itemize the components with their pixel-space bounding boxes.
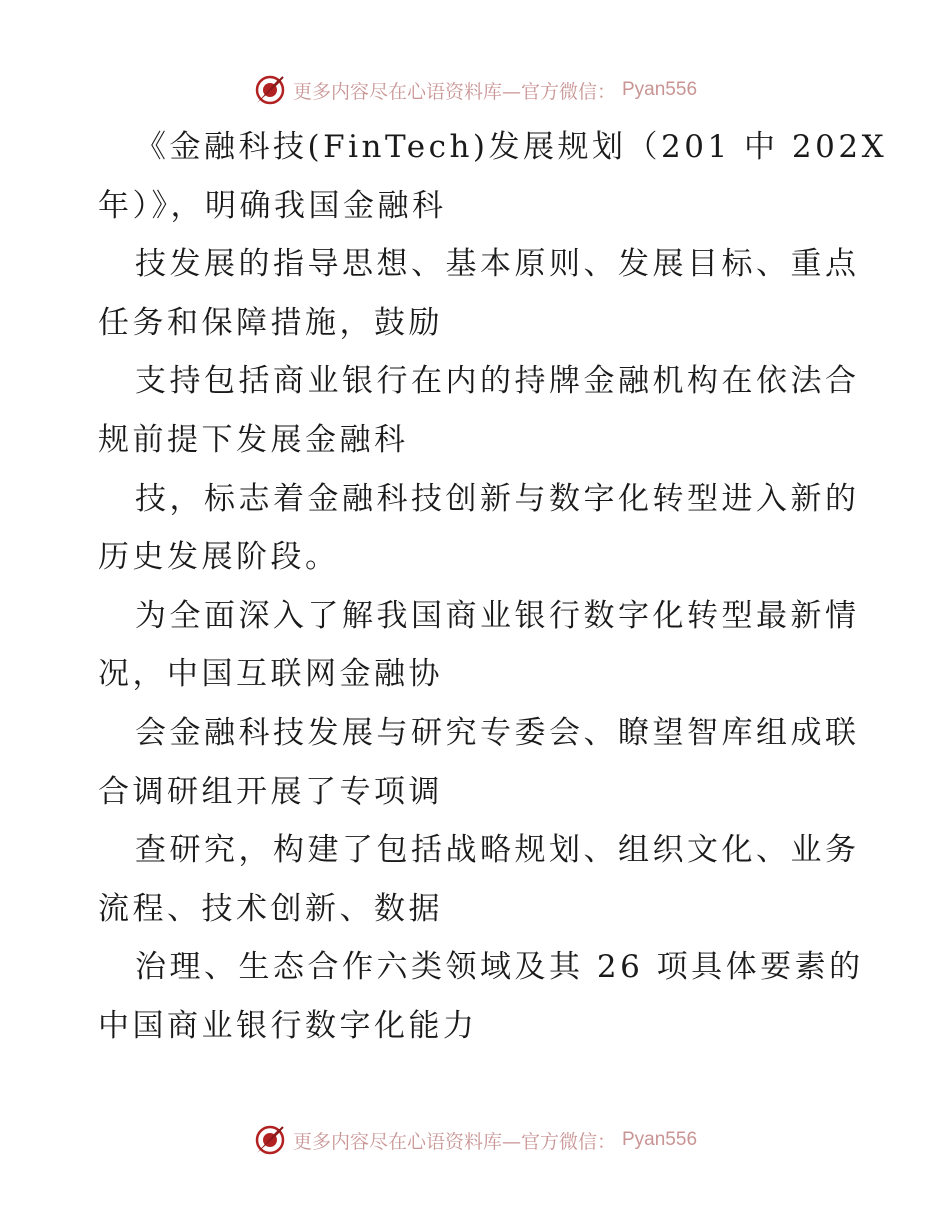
watermark-footer: [0, 1120, 950, 1160]
quill-pen-circle-icon: [253, 1123, 287, 1157]
watermark-text: 更多内容尽在心语资料库—官方微信：: [292, 80, 616, 103]
quill-pen-circle-icon: [253, 73, 287, 107]
paragraph-line: 技发展的指导思想、基本原则、发展目标、重点: [135, 246, 860, 283]
paragraph-line: 技，标志着金融科技创新与数字化转型进入新的: [135, 480, 860, 517]
paragraph-line: 《金融科技(FinTech)发展规划（201 中 202X: [135, 129, 888, 165]
paragraph-line: 规前提下发展金融科: [98, 421, 409, 458]
paragraph-line: 会金融科技发展与研究专委会、瞭望智库组成联: [135, 714, 860, 751]
paragraph-line: 支持包括商业银行在内的持牌金融机构在依法合: [135, 363, 860, 400]
paragraph-line: 中国商业银行数字化能力: [98, 1007, 478, 1044]
paragraph-line: 为全面深入了解我国商业银行数字化转型最新情: [135, 597, 860, 634]
paragraph-line: 流程、技术创新、数据: [98, 890, 443, 927]
watermark-wechat-id: Pyan556: [622, 1129, 698, 1150]
paragraph-line: 合调研组开展了专项调: [98, 773, 443, 810]
watermark-text: 更多内容尽在心语资料库—官方微信：: [292, 1130, 616, 1153]
paragraph-line: 任务和保障措施，鼓励: [98, 304, 443, 341]
document-body: [98, 118, 888, 1056]
paragraph-line: 治理、生态合作六类领域及其 26 项具体要素的: [135, 949, 864, 986]
paragraph-line: 况，中国互联网金融协: [98, 656, 443, 693]
paragraph-line: 年）》，明确我国金融科: [98, 187, 447, 224]
paragraph-line: 历史发展阶段。: [98, 539, 340, 576]
watermark-wechat-id: Pyan556: [622, 79, 698, 100]
watermark-header: [0, 70, 950, 110]
paragraph-line: 查研究，构建了包括战略规划、组织文化、业务: [135, 832, 860, 869]
